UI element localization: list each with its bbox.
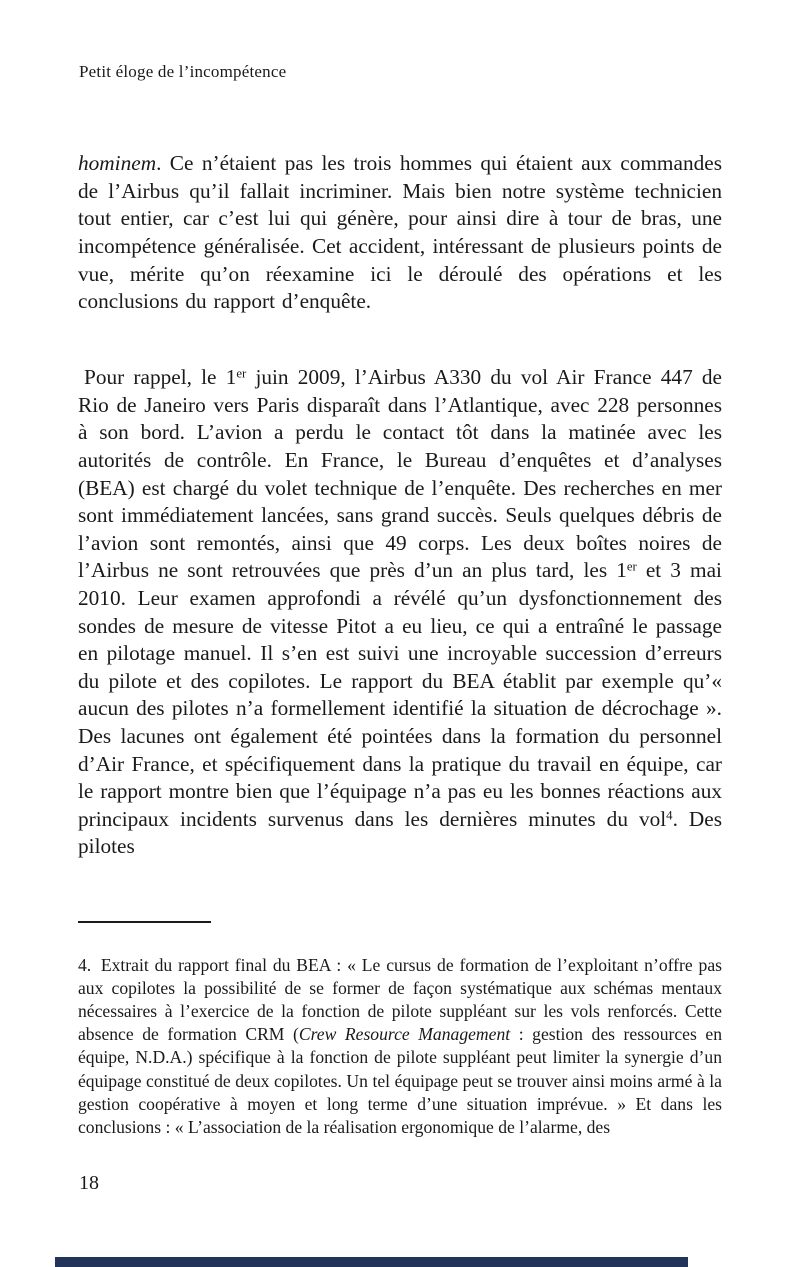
paragraph-text: Pour rappel, le 1 bbox=[84, 365, 237, 390]
footer-accent-bar bbox=[55, 1257, 688, 1267]
footnote-4 bbox=[78, 954, 722, 1140]
body-paragraph-1 bbox=[78, 150, 722, 316]
paragraph-lead-italic: hominem bbox=[78, 151, 157, 176]
footnote-number: 4. bbox=[78, 954, 92, 975]
running-header: Petit éloge de l’incompétence bbox=[79, 62, 287, 81]
footnote-reference-4: 4 bbox=[666, 808, 673, 823]
ordinal-superscript: er bbox=[626, 560, 637, 575]
body-paragraph-2 bbox=[78, 364, 722, 861]
ordinal-superscript: er bbox=[236, 366, 247, 381]
footnote-italic-term: Crew Resource Management bbox=[298, 1024, 511, 1045]
page-number: 18 bbox=[79, 1172, 99, 1194]
footnote-text: Extrait du rapport final du BEA : « Le cursus de formation de l’exploitant n’offre pas aux copilotes la possibilité de se former de façon systématique aux schémas mentaux nécessaires à l’exercice de la fonction de pilote suppléant sur les vols renforcés. Cette absence de formation CRM ( bbox=[78, 954, 722, 1045]
paragraph-text: juin 2009, l’Airbus A330 du vol Air France 447 de Rio de Janeiro vers Paris disparaît dans l’Atlantique, avec 228 personnes à son bord. L’avion a perdu le contact tôt dans la matinée avec les autorités de contrôle. En France, le Bureau d’enquêtes et d’analyses (BEA) est chargé du volet technique de l’enquête. Des recherches en mer sont immédiatement lancées, sans grand succès. Seuls quelques débris de l’avion sont remontés, ainsi que 49 corps. Les deux boîtes noires de l’Airbus ne sont retrouvées que près d’un an plus tard, les 1 bbox=[78, 365, 722, 583]
paragraph-text: et 3 mai 2010. Leur examen approfondi a révélé qu’un dysfonctionnement des sondes de mesure de vitesse Pitot a eu lieu, ce qui a entraîné le passage en pilotage manuel. Il s’en est suivi une incroyable succession d’erreurs du pilote et des copilotes. Le rapport du BEA établit par exemple qu’« aucun des pilotes n’a formellement identifié la situation de décrochage ». Des lacunes ont également été pointées dans la formation du personnel d’Air France, et spécifiquement dans la pratique du travail en équipe, car le rapport montre bien que l’équipage n’a pas eu les bonnes réactions aux principaux incidents survenus dans les dernières minutes du vol bbox=[78, 558, 722, 831]
footnote-separator-rule bbox=[78, 921, 211, 923]
paragraph-text: . Ce n’étaient pas les trois hommes qui étaient aux commandes de l’Airbus qu’il fallait incriminer. Mais bien notre système technicien tout entier, car c’est lui qui génère, pour ainsi dire à tour de bras, une incompétence généralisée. Cet accident, intéressant de plusieurs points de vue, mérite qu’on réexamine ici le déroulé des opérations et les conclusions du rapport d’enquête. bbox=[78, 151, 722, 314]
paragraph-text: . Des pilotes bbox=[78, 806, 722, 859]
footnote-text: : gestion des ressources en équipe, N.D.A.) spécifique à la fonction de pilote suppléant peut limiter la synergie d’un équipage constitué de deux copilotes. Un tel équipage peut se trouver ainsi moins armé à la gestion coopérative à moyen et long terme d’une situation imprévue. » Et dans les conclusions : « L’association de la réalisation ergonomique de l’alarme, des bbox=[78, 1024, 722, 1138]
